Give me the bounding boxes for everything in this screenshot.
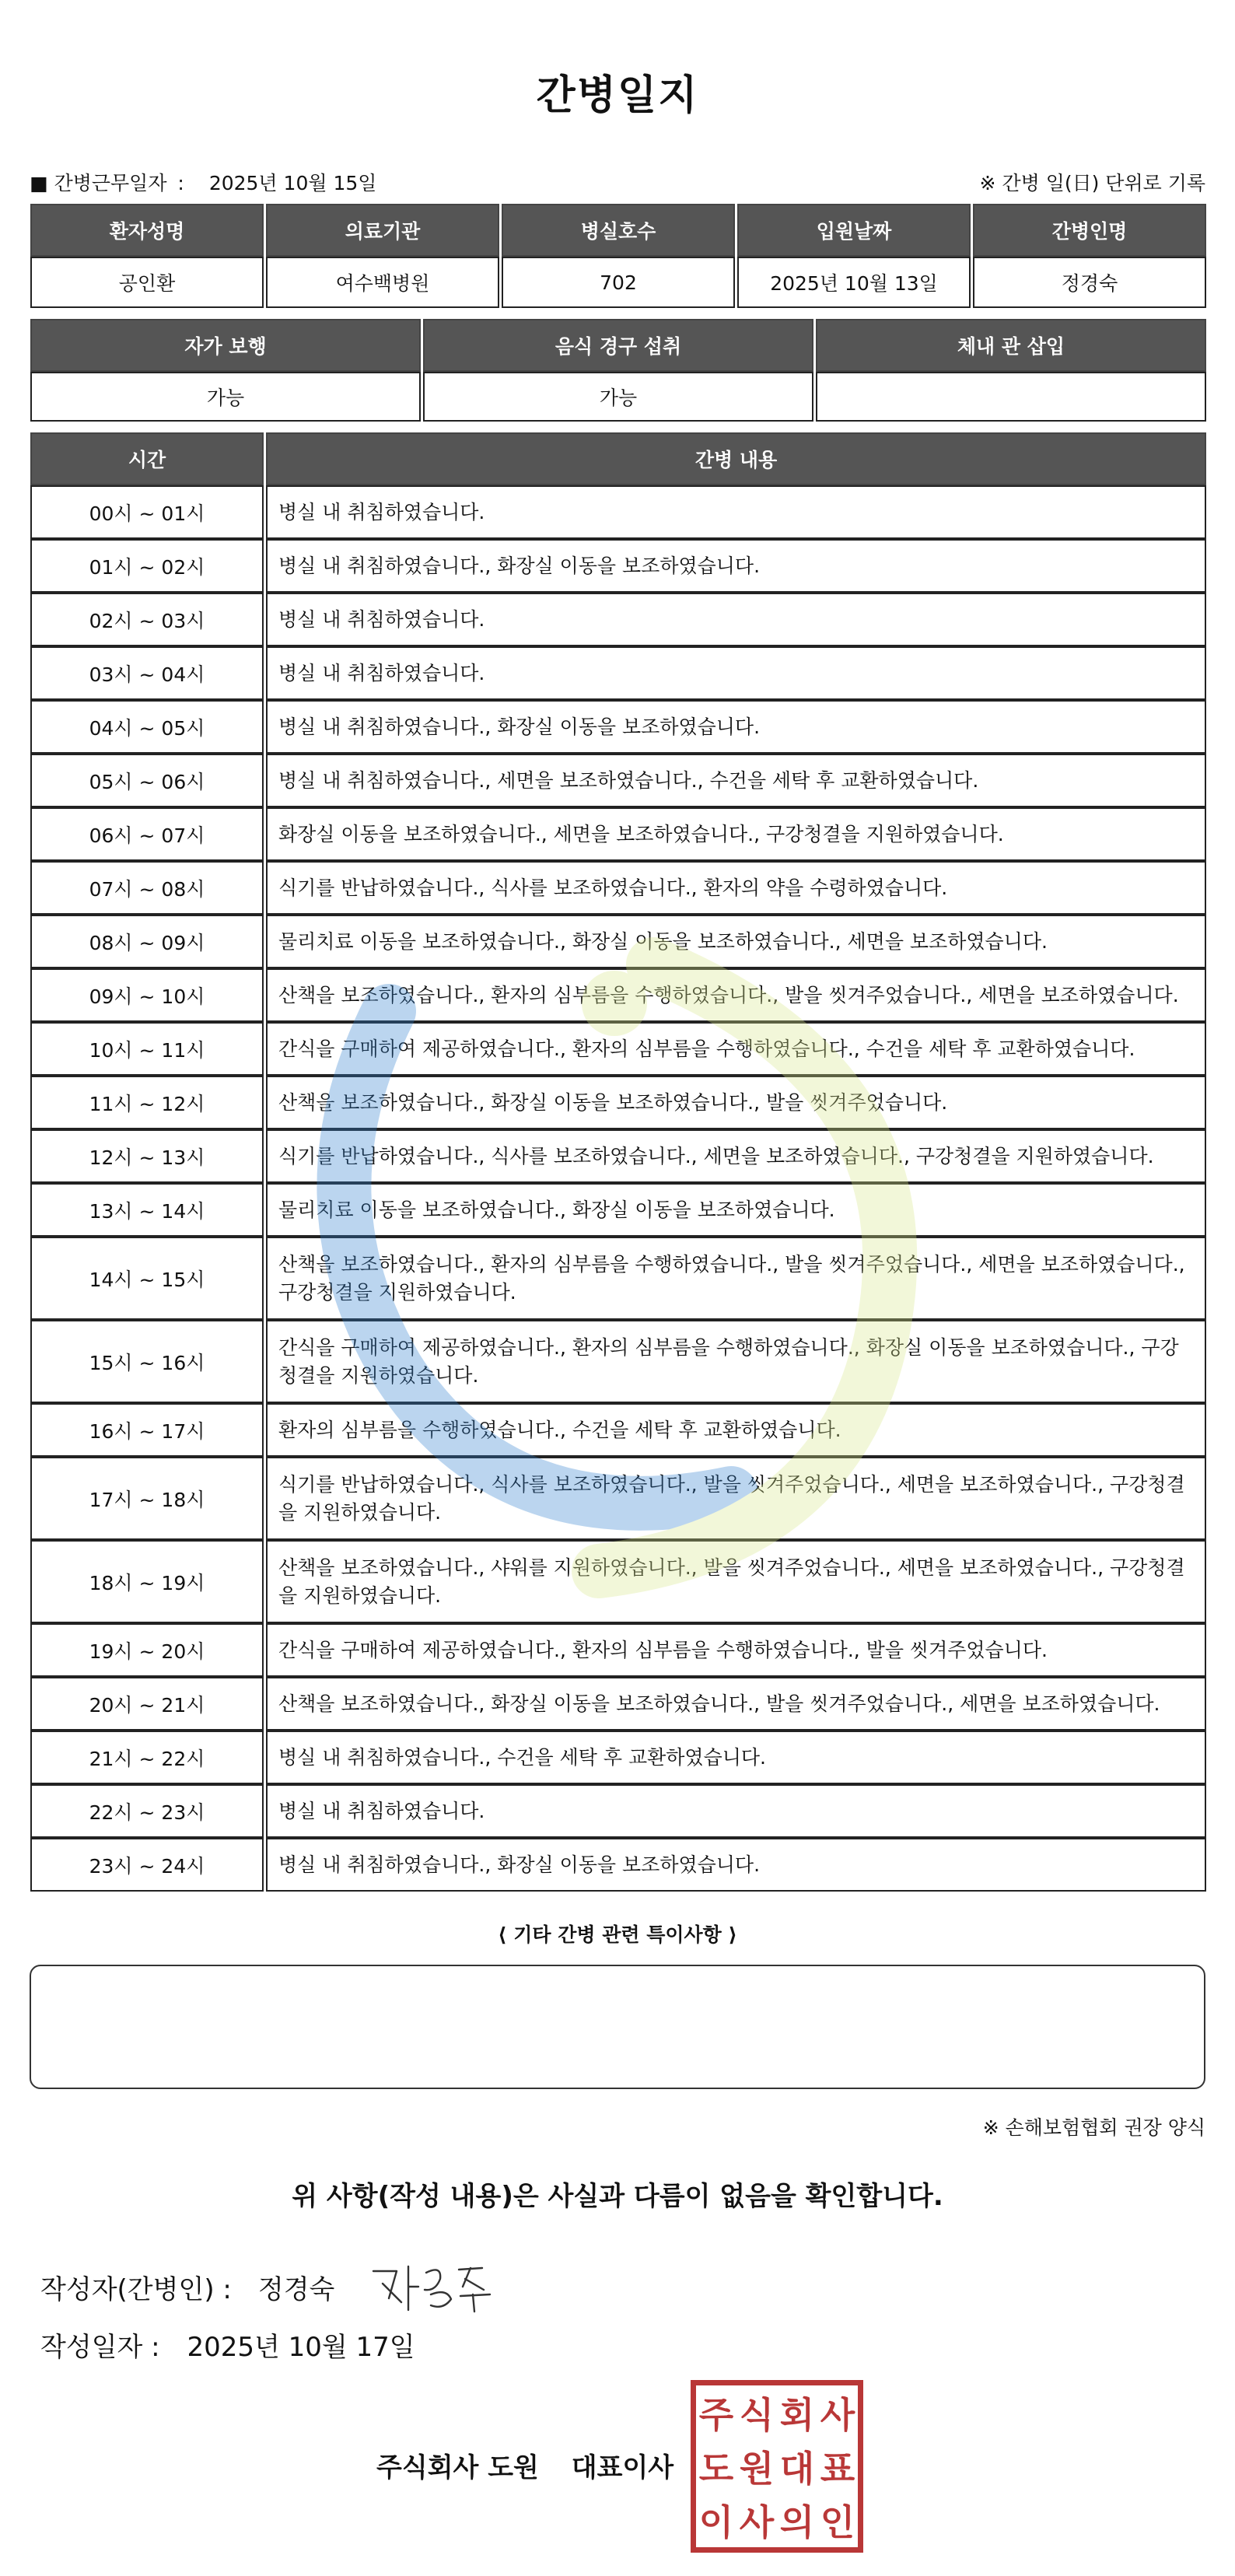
log-row xyxy=(30,861,1206,915)
ceo-title: 대표이사 xyxy=(571,2452,674,2483)
special-notes-title: ⟨ 기타 간병 관련 특이사항 ⟩ xyxy=(498,1923,737,1946)
log-content: 산책을 보조하였습니다., 환자의 심부름을 수행하였습니다., 발을 씻겨주었습니다., 세면을 보조하였습니다., 구강청결을 지원하였습니다. xyxy=(266,1237,1206,1320)
log-content: 산책을 보조하였습니다., 화장실 이동을 보조하였습니다., 발을 씻겨주었습니다. xyxy=(266,1076,1206,1129)
log-time: 10시 ~ 11시 xyxy=(30,1022,264,1076)
header-tube: 체내 관 삽입 xyxy=(816,319,1206,372)
log-time: 15시 ~ 16시 xyxy=(30,1320,264,1403)
header-room: 병실호수 xyxy=(502,204,735,257)
log-time: 12시 ~ 13시 xyxy=(30,1129,264,1183)
log-time: 08시 ~ 09시 xyxy=(30,915,264,968)
ability-value-row xyxy=(30,372,1206,422)
log-content: 식기를 반납하였습니다., 식사를 보조하였습니다., 세면을 보조하였습니다., 구강청결을 지원하였습니다. xyxy=(266,1129,1206,1183)
log-time: 20시 ~ 21시 xyxy=(30,1677,264,1731)
header-caregiver: 간병인명 xyxy=(973,204,1206,257)
log-content: 간식을 구매하여 제공하였습니다., 환자의 심부름을 수행하였습니다., 화장실 이동을 보조하였습니다., 구강청결을 지원하였습니다. xyxy=(266,1320,1206,1403)
log-row xyxy=(30,1784,1206,1838)
log-content: 병실 내 취침하였습니다. xyxy=(266,646,1206,700)
work-date-value: 2025년 10월 15일 xyxy=(208,172,377,194)
log-content: 물리치료 이동을 보조하였습니다., 화장실 이동을 보조하였습니다. xyxy=(266,1183,1206,1237)
log-time: 06시 ~ 07시 xyxy=(30,807,264,861)
header-oral-intake: 음식 경구 섭취 xyxy=(423,319,813,372)
log-row xyxy=(30,1237,1206,1320)
patient-name: 공인환 xyxy=(30,257,264,308)
log-time: 14시 ~ 15시 xyxy=(30,1237,264,1320)
log-row xyxy=(30,1731,1206,1784)
log-row xyxy=(30,1022,1206,1076)
special-notes-box xyxy=(30,1965,1205,2089)
log-content: 물리치료 이동을 보조하였습니다., 화장실 이동을 보조하였습니다., 세면을 보조하였습니다. xyxy=(266,915,1206,968)
meta-row xyxy=(30,166,1205,198)
log-content: 병실 내 취침하였습니다. xyxy=(266,1784,1206,1838)
log-time: 01시 ~ 02시 xyxy=(30,539,264,593)
log-row xyxy=(30,807,1206,861)
stamp-char: 회 xyxy=(779,2393,815,2436)
stamp-char: 주 xyxy=(698,2393,734,2436)
care-log-table xyxy=(28,432,1209,1892)
hospital-name: 여수백병원 xyxy=(266,257,499,308)
handwritten-signature xyxy=(366,2256,506,2318)
company-line xyxy=(376,2446,673,2484)
log-row xyxy=(30,646,1206,700)
company-name: 주식회사 도원 xyxy=(376,2452,539,2483)
log-time: 13시 ~ 14시 xyxy=(30,1183,264,1237)
log-time: 07시 ~ 08시 xyxy=(30,861,264,915)
log-row xyxy=(30,539,1206,593)
header-time: 시간 xyxy=(30,432,264,485)
stamp-char: 이 xyxy=(698,2501,734,2544)
log-time: 00시 ~ 01시 xyxy=(30,485,264,539)
stamp-char: 사 xyxy=(739,2501,775,2544)
stamp-char: 사 xyxy=(820,2393,855,2436)
log-content: 병실 내 취침하였습니다., 화장실 이동을 보조하였습니다. xyxy=(266,1838,1206,1892)
log-content: 식기를 반납하였습니다., 식사를 보조하였습니다., 발을 씻겨주었습니다., 세면을 보조하였습니다., 구강청결을 지원하였습니다. xyxy=(266,1457,1206,1540)
log-time: 02시 ~ 03시 xyxy=(30,593,264,646)
caregiver-name: 정경숙 xyxy=(973,257,1206,308)
header-care-content: 간병 내용 xyxy=(266,432,1206,485)
log-content: 간식을 구매하여 제공하였습니다., 환자의 심부름을 수행하였습니다., 수건을 세탁 후 교환하였습니다. xyxy=(266,1022,1206,1076)
log-row xyxy=(30,485,1206,539)
patient-header-row xyxy=(30,204,1206,257)
log-content: 병실 내 취침하였습니다. xyxy=(266,593,1206,646)
recommended-form-note: ※ 손해보험협회 권장 양식 xyxy=(982,2116,1205,2139)
work-date-line xyxy=(30,168,381,196)
log-time: 09시 ~ 10시 xyxy=(30,968,264,1022)
walking-value: 가능 xyxy=(30,372,421,422)
log-content: 산책을 보조하였습니다., 샤워를 지원하였습니다., 발을 씻겨주었습니다., 세면을 보조하였습니다., 구강청결을 지원하였습니다. xyxy=(266,1540,1206,1623)
stamp-char: 도 xyxy=(698,2447,734,2490)
log-time: 03시 ~ 04시 xyxy=(30,646,264,700)
log-row xyxy=(30,1540,1206,1623)
company-seal-stamp xyxy=(691,2380,863,2553)
written-date-label: 작성일자 : xyxy=(40,2332,160,2363)
stamp-char: 식 xyxy=(739,2393,775,2436)
header-admission-date: 입원날짜 xyxy=(737,204,971,257)
log-time: 11시 ~ 12시 xyxy=(30,1076,264,1129)
header-patient-name: 환자성명 xyxy=(30,204,264,257)
log-row xyxy=(30,1403,1206,1457)
log-content: 병실 내 취침하였습니다., 세면을 보조하였습니다., 수건을 세탁 후 교환하였습니다. xyxy=(266,754,1206,807)
ability-header-row xyxy=(30,319,1206,372)
log-row xyxy=(30,1457,1206,1540)
header-hospital: 의료기관 xyxy=(266,204,499,257)
log-row xyxy=(30,700,1206,754)
log-time: 17시 ~ 18시 xyxy=(30,1457,264,1540)
oral-intake-value: 가능 xyxy=(423,372,813,422)
log-time: 16시 ~ 17시 xyxy=(30,1403,264,1457)
stamp-char: 의 xyxy=(779,2501,815,2544)
log-row xyxy=(30,593,1206,646)
log-content: 병실 내 취침하였습니다., 수건을 세탁 후 교환하였습니다. xyxy=(266,1731,1206,1784)
tube-value xyxy=(816,372,1206,422)
log-row xyxy=(30,1623,1206,1677)
writer-line xyxy=(40,2256,506,2318)
log-row xyxy=(30,968,1206,1022)
log-content: 병실 내 취침하였습니다., 화장실 이동을 보조하였습니다. xyxy=(266,539,1206,593)
written-date-value: 2025년 10월 17일 xyxy=(187,2332,415,2363)
room-number: 702 xyxy=(502,257,735,308)
written-date-line xyxy=(40,2326,415,2364)
log-content: 식기를 반납하였습니다., 식사를 보조하였습니다., 환자의 약을 수령하였습니다. xyxy=(266,861,1206,915)
log-content: 화장실 이동을 보조하였습니다., 세면을 보조하였습니다., 구강청결을 지원하였습니다. xyxy=(266,807,1206,861)
log-content: 산책을 보조하였습니다., 화장실 이동을 보조하였습니다., 발을 씻겨주었습니다., 세면을 보조하였습니다. xyxy=(266,1677,1206,1731)
log-row xyxy=(30,754,1206,807)
patient-ability-table xyxy=(28,319,1209,422)
log-row xyxy=(30,1838,1206,1892)
work-date-label: ■ 간병근무일자 xyxy=(30,172,167,194)
log-time: 05시 ~ 06시 xyxy=(30,754,264,807)
stamp-char: 표 xyxy=(820,2447,855,2490)
admission-date: 2025년 10월 13일 xyxy=(737,257,971,308)
unit-note: ※ 간병 일(日) 단위로 기록 xyxy=(979,172,1205,194)
log-time: 04시 ~ 05시 xyxy=(30,700,264,754)
stamp-char: 원 xyxy=(739,2447,775,2490)
confirmation-statement: 위 사항(작성 내용)은 사실과 다름이 없음을 확인합니다. xyxy=(292,2181,943,2212)
log-row xyxy=(30,1183,1206,1237)
log-content: 병실 내 취침하였습니다. xyxy=(266,485,1206,539)
log-row xyxy=(30,1129,1206,1183)
log-content: 환자의 심부름을 수행하였습니다., 수건을 세탁 후 교환하였습니다. xyxy=(266,1403,1206,1457)
log-body xyxy=(30,485,1206,1892)
log-time: 22시 ~ 23시 xyxy=(30,1784,264,1838)
log-content: 간식을 구매하여 제공하였습니다., 환자의 심부름을 수행하였습니다., 발을 씻겨주었습니다. xyxy=(266,1623,1206,1677)
document-title: 간병일지 xyxy=(536,72,699,119)
log-header-row xyxy=(30,432,1206,485)
colon: : xyxy=(177,172,184,194)
log-row xyxy=(30,1076,1206,1129)
log-content: 병실 내 취침하였습니다., 화장실 이동을 보조하였습니다. xyxy=(266,700,1206,754)
log-content: 산책을 보조하였습니다., 환자의 심부름을 수행하였습니다., 발을 씻겨주었습니다., 세면을 보조하였습니다. xyxy=(266,968,1206,1022)
writer-name: 정경숙 xyxy=(257,2273,335,2305)
writer-label: 작성자(간병인) : xyxy=(40,2273,232,2305)
log-row xyxy=(30,1677,1206,1731)
stamp-char: 인 xyxy=(820,2501,855,2544)
log-time: 21시 ~ 22시 xyxy=(30,1731,264,1784)
stamp-char: 대 xyxy=(779,2447,815,2490)
log-row xyxy=(30,915,1206,968)
patient-info-table xyxy=(28,204,1209,308)
log-row xyxy=(30,1320,1206,1403)
log-time: 18시 ~ 19시 xyxy=(30,1540,264,1623)
log-time: 23시 ~ 24시 xyxy=(30,1838,264,1892)
log-time: 19시 ~ 20시 xyxy=(30,1623,264,1677)
header-walking: 자가 보행 xyxy=(30,319,421,372)
patient-value-row xyxy=(30,257,1206,308)
